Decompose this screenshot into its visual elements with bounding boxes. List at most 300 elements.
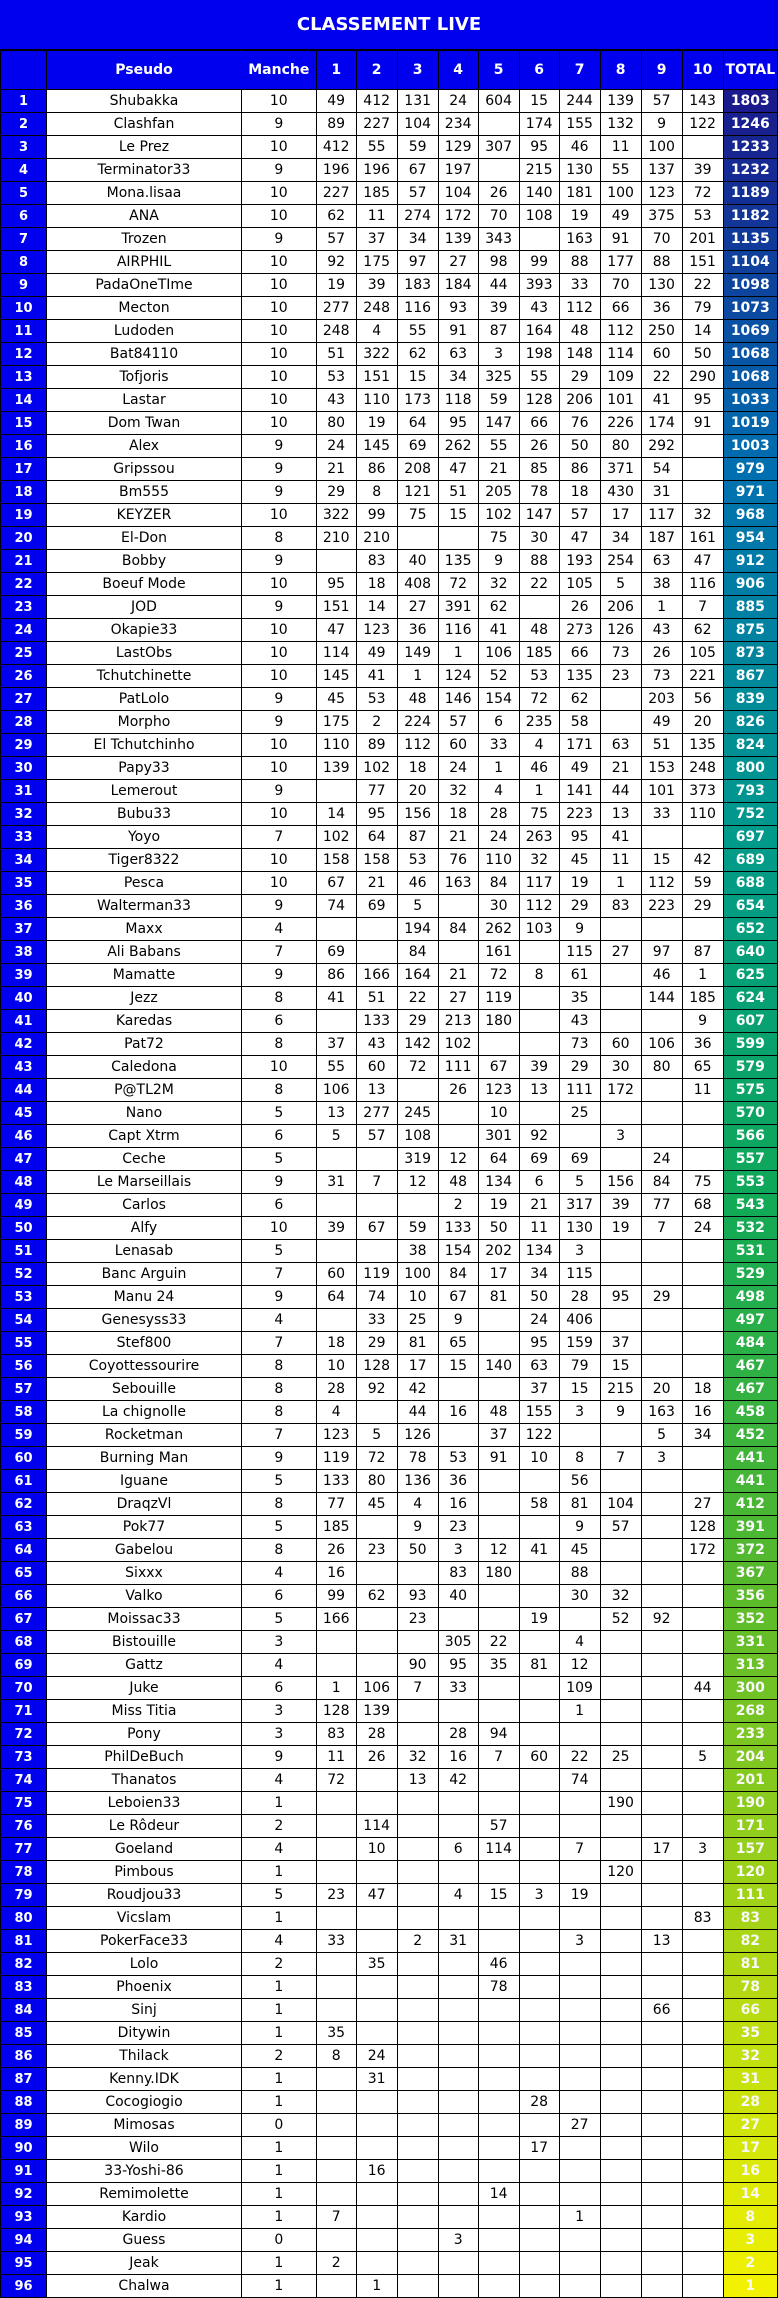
score-cell-round-1: 53 [316, 366, 356, 389]
table-row [1, 1424, 778, 1447]
score-cell-round-6: 198 [519, 343, 559, 366]
score-cell-round-1 [316, 1815, 356, 1838]
score-cell-round-9: 29 [641, 1286, 682, 1309]
score-cell-round-8: 32 [600, 1585, 641, 1608]
table-row [1, 941, 778, 964]
score-cell-round-5 [478, 2229, 519, 2252]
score-cell-round-8 [600, 1470, 641, 1493]
score-cell-round-8: 95 [600, 1286, 641, 1309]
rank-cell: 28 [1, 711, 47, 734]
score-cell-round-6: 6 [519, 1171, 559, 1194]
score-cell-round-8 [600, 2045, 641, 2068]
rank-cell: 12 [1, 343, 47, 366]
score-cell-round-10: 290 [682, 366, 723, 389]
score-cell-round-1: 89 [316, 113, 356, 136]
pseudo-cell: Okapie33 [47, 619, 242, 642]
score-cell-round-1: 7 [316, 2206, 356, 2229]
score-cell-round-2: 277 [356, 1102, 397, 1125]
score-cell-round-1: 28 [316, 1378, 356, 1401]
table-row [1, 1079, 778, 1102]
table-row [1, 1907, 778, 1930]
pseudo-cell: Lastar [47, 389, 242, 412]
score-cell-round-7: 3 [559, 1401, 600, 1424]
pseudo-cell: Alex [47, 435, 242, 458]
table-row [1, 1631, 778, 1654]
rank-cell: 59 [1, 1424, 47, 1447]
score-cell-round-8: 73 [600, 642, 641, 665]
rank-cell: 26 [1, 665, 47, 688]
table-row [1, 1539, 778, 1562]
pseudo-cell: Capt Xtrm [47, 1125, 242, 1148]
total-cell: 467 [723, 1378, 777, 1401]
score-cell-round-7: 4 [559, 1631, 600, 1654]
pseudo-cell: Moissac33 [47, 1608, 242, 1631]
pseudo-cell: Phoenix [47, 1976, 242, 1999]
score-cell-round-7: 9 [559, 918, 600, 941]
score-cell-round-1: 123 [316, 1424, 356, 1447]
score-cell-round-2: 67 [356, 1217, 397, 1240]
score-cell-round-2: 57 [356, 1125, 397, 1148]
rank-cell: 83 [1, 1976, 47, 1999]
score-cell-round-1: 86 [316, 964, 356, 987]
score-cell-round-2: 145 [356, 435, 397, 458]
score-cell-round-10: 34 [682, 1424, 723, 1447]
score-cell-round-10: 29 [682, 895, 723, 918]
total-cell: 579 [723, 1056, 777, 1079]
total-cell: 625 [723, 964, 777, 987]
pseudo-cell: Trozen [47, 228, 242, 251]
manche-cell: 6 [241, 1194, 316, 1217]
pseudo-cell: PadaOneTIme [47, 274, 242, 297]
manche-cell: 10 [241, 274, 316, 297]
score-cell-round-6 [519, 2183, 559, 2206]
score-cell-round-7: 19 [559, 1884, 600, 1907]
score-cell-round-7: 86 [559, 458, 600, 481]
score-cell-round-10 [682, 1861, 723, 1884]
score-cell-round-9 [641, 1493, 682, 1516]
score-cell-round-5 [478, 1332, 519, 1355]
pseudo-cell: Bat84110 [47, 343, 242, 366]
pseudo-cell: Stef800 [47, 1332, 242, 1355]
score-cell-round-3: 59 [397, 136, 438, 159]
score-cell-round-5: 39 [478, 297, 519, 320]
score-cell-round-5: 50 [478, 1217, 519, 1240]
score-cell-round-6 [519, 2252, 559, 2275]
score-cell-round-1 [316, 780, 356, 803]
score-cell-round-4: 15 [438, 504, 478, 527]
pseudo-cell: Burning Man [47, 1447, 242, 1470]
score-cell-round-1: 133 [316, 1470, 356, 1493]
score-cell-round-9 [641, 1953, 682, 1976]
score-cell-round-7: 88 [559, 251, 600, 274]
score-cell-round-3 [397, 1861, 438, 1884]
score-cell-round-5: 44 [478, 274, 519, 297]
total-cell: 120 [723, 1861, 777, 1884]
score-cell-round-3: 274 [397, 205, 438, 228]
pseudo-cell: Leboien33 [47, 1792, 242, 1815]
score-cell-round-1 [316, 1010, 356, 1033]
score-cell-round-7: 27 [559, 2114, 600, 2137]
score-cell-round-3: 90 [397, 1654, 438, 1677]
score-cell-round-5: 57 [478, 1815, 519, 1838]
total-cell: 81 [723, 1953, 777, 1976]
pseudo-cell: Boeuf Mode [47, 573, 242, 596]
score-cell-round-9: 187 [641, 527, 682, 550]
score-cell-round-3 [397, 1976, 438, 1999]
pseudo-cell: DraqzVl [47, 1493, 242, 1516]
score-cell-round-10: 32 [682, 504, 723, 527]
score-cell-round-2: 210 [356, 527, 397, 550]
score-cell-round-2: 13 [356, 1079, 397, 1102]
score-cell-round-7: 135 [559, 665, 600, 688]
score-cell-round-8 [600, 918, 641, 941]
score-cell-round-7 [559, 2160, 600, 2183]
score-cell-round-5: 10 [478, 1102, 519, 1125]
score-cell-round-9: 203 [641, 688, 682, 711]
score-cell-round-10 [682, 1884, 723, 1907]
score-cell-round-1: 14 [316, 803, 356, 826]
score-cell-round-7: 30 [559, 1585, 600, 1608]
rank-cell: 33 [1, 826, 47, 849]
score-cell-round-2: 33 [356, 1309, 397, 1332]
score-cell-round-1: 39 [316, 1217, 356, 1240]
pseudo-cell: ANA [47, 205, 242, 228]
manche-cell: 0 [241, 2229, 316, 2252]
score-cell-round-10: 116 [682, 573, 723, 596]
score-cell-round-3: 116 [397, 297, 438, 320]
score-cell-round-1: 114 [316, 642, 356, 665]
score-cell-round-1: 67 [316, 872, 356, 895]
score-cell-round-4: 27 [438, 251, 478, 274]
score-cell-round-6 [519, 2206, 559, 2229]
pseudo-cell: Ditywin [47, 2022, 242, 2045]
score-cell-round-8: 254 [600, 550, 641, 573]
pseudo-cell: Lenasab [47, 1240, 242, 1263]
score-cell-round-6 [519, 2022, 559, 2045]
manche-cell: 10 [241, 642, 316, 665]
score-cell-round-7: 3 [559, 1930, 600, 1953]
score-cell-round-5: 325 [478, 366, 519, 389]
rank-cell: 18 [1, 481, 47, 504]
manche-cell: 8 [241, 1493, 316, 1516]
score-cell-round-9 [641, 2183, 682, 2206]
score-cell-round-6: 32 [519, 849, 559, 872]
score-cell-round-3: 97 [397, 251, 438, 274]
total-cell: 452 [723, 1424, 777, 1447]
score-cell-round-2 [356, 2091, 397, 2114]
rank-cell: 25 [1, 642, 47, 665]
score-cell-round-6: 34 [519, 1263, 559, 1286]
rank-cell: 90 [1, 2137, 47, 2160]
score-cell-round-1: 119 [316, 1447, 356, 1470]
total-cell: 968 [723, 504, 777, 527]
score-cell-round-9 [641, 1102, 682, 1125]
score-cell-round-8: 44 [600, 780, 641, 803]
score-cell-round-4: 91 [438, 320, 478, 343]
score-cell-round-8 [600, 1976, 641, 1999]
total-cell: 607 [723, 1010, 777, 1033]
score-cell-round-9: 73 [641, 665, 682, 688]
score-cell-round-2: 322 [356, 343, 397, 366]
score-cell-round-7: 130 [559, 1217, 600, 1240]
score-cell-round-10 [682, 458, 723, 481]
score-cell-round-5: 75 [478, 527, 519, 550]
rank-cell: 82 [1, 1953, 47, 1976]
score-cell-round-8: 100 [600, 182, 641, 205]
score-cell-round-5 [478, 2137, 519, 2160]
score-cell-round-1 [316, 1194, 356, 1217]
score-cell-round-5: 140 [478, 1355, 519, 1378]
score-cell-round-5 [478, 2091, 519, 2114]
table-row [1, 297, 778, 320]
score-cell-round-8: 27 [600, 941, 641, 964]
rank-cell: 70 [1, 1677, 47, 1700]
table-row [1, 412, 778, 435]
score-cell-round-5: 81 [478, 1286, 519, 1309]
pseudo-cell: Pony [47, 1723, 242, 1746]
score-cell-round-10 [682, 1608, 723, 1631]
rank-cell: 54 [1, 1309, 47, 1332]
score-cell-round-6 [519, 1838, 559, 1861]
manche-cell: 1 [241, 2252, 316, 2275]
score-cell-round-4 [438, 1608, 478, 1631]
score-cell-round-8 [600, 987, 641, 1010]
score-cell-round-5 [478, 1930, 519, 1953]
total-cell: 1182 [723, 205, 777, 228]
score-cell-round-1: 60 [316, 1263, 356, 1286]
table-row [1, 1815, 778, 1838]
score-cell-round-1 [316, 2114, 356, 2137]
pseudo-cell: Carlos [47, 1194, 242, 1217]
pseudo-cell: Maxx [47, 918, 242, 941]
score-cell-round-5: 17 [478, 1263, 519, 1286]
header-manche: Manche [241, 51, 316, 90]
score-cell-round-5: 46 [478, 1953, 519, 1976]
manche-cell: 4 [241, 1838, 316, 1861]
score-cell-round-2: 8 [356, 481, 397, 504]
score-cell-round-10: 135 [682, 734, 723, 757]
score-cell-round-7: 7 [559, 1838, 600, 1861]
score-cell-round-6 [519, 1907, 559, 1930]
score-cell-round-7 [559, 2275, 600, 2298]
score-cell-round-10: 91 [682, 412, 723, 435]
score-cell-round-3 [397, 1815, 438, 1838]
score-cell-round-2 [356, 1240, 397, 1263]
score-cell-round-7 [559, 2022, 600, 2045]
score-cell-round-4 [438, 1102, 478, 1125]
score-cell-round-3: 67 [397, 159, 438, 182]
score-cell-round-2: 185 [356, 182, 397, 205]
rank-cell: 9 [1, 274, 47, 297]
rank-cell: 55 [1, 1332, 47, 1355]
score-cell-round-8: 120 [600, 1861, 641, 1884]
manche-cell: 8 [241, 1033, 316, 1056]
pseudo-cell: Sinj [47, 1999, 242, 2022]
score-cell-round-1: 45 [316, 688, 356, 711]
score-cell-round-10 [682, 136, 723, 159]
score-cell-round-4: 262 [438, 435, 478, 458]
score-cell-round-3: 36 [397, 619, 438, 642]
score-cell-round-3: 164 [397, 964, 438, 987]
manche-cell: 9 [241, 1447, 316, 1470]
table-row [1, 481, 778, 504]
rank-cell: 73 [1, 1746, 47, 1769]
score-cell-round-4: 23 [438, 1516, 478, 1539]
score-cell-round-3 [397, 2252, 438, 2275]
score-cell-round-10: 75 [682, 1171, 723, 1194]
score-cell-round-8 [600, 1263, 641, 1286]
pseudo-cell: Mamatte [47, 964, 242, 987]
score-cell-round-9: 20 [641, 1378, 682, 1401]
score-cell-round-5 [478, 1769, 519, 1792]
manche-cell: 9 [241, 711, 316, 734]
score-cell-round-6: 13 [519, 1079, 559, 1102]
score-cell-round-10 [682, 1585, 723, 1608]
score-cell-round-7: 48 [559, 320, 600, 343]
table-row [1, 2045, 778, 2068]
manche-cell: 8 [241, 987, 316, 1010]
score-cell-round-7: 76 [559, 412, 600, 435]
score-cell-round-4: 163 [438, 872, 478, 895]
score-cell-round-6 [519, 1677, 559, 1700]
score-cell-round-3: 408 [397, 573, 438, 596]
score-cell-round-8: 34 [600, 527, 641, 550]
score-cell-round-7: 193 [559, 550, 600, 573]
score-cell-round-8: 206 [600, 596, 641, 619]
total-cell: 441 [723, 1447, 777, 1470]
score-cell-round-8: 109 [600, 366, 641, 389]
table-row [1, 1240, 778, 1263]
score-cell-round-9: 66 [641, 1999, 682, 2022]
score-cell-round-5 [478, 1493, 519, 1516]
score-cell-round-10: 62 [682, 619, 723, 642]
table-row [1, 1953, 778, 1976]
rank-cell: 23 [1, 596, 47, 619]
rank-cell: 53 [1, 1286, 47, 1309]
manche-cell: 2 [241, 2045, 316, 2068]
score-cell-round-1: 102 [316, 826, 356, 849]
score-cell-round-3: 121 [397, 481, 438, 504]
score-cell-round-7: 223 [559, 803, 600, 826]
score-cell-round-1: 23 [316, 1884, 356, 1907]
score-cell-round-7: 29 [559, 895, 600, 918]
manche-cell: 8 [241, 1539, 316, 1562]
score-cell-round-4: 84 [438, 918, 478, 941]
table-row [1, 1769, 778, 1792]
score-cell-round-1: 158 [316, 849, 356, 872]
manche-cell: 1 [241, 2137, 316, 2160]
rank-cell: 67 [1, 1608, 47, 1631]
score-cell-round-8: 11 [600, 136, 641, 159]
score-cell-round-6: 41 [519, 1539, 559, 1562]
score-cell-round-10 [682, 1355, 723, 1378]
rank-cell: 41 [1, 1010, 47, 1033]
score-cell-round-5 [478, 2114, 519, 2137]
rank-cell: 79 [1, 1884, 47, 1907]
score-cell-round-6: 60 [519, 1746, 559, 1769]
score-cell-round-1: 151 [316, 596, 356, 619]
score-cell-round-6: 95 [519, 1332, 559, 1355]
score-cell-round-3: 48 [397, 688, 438, 711]
score-cell-round-8 [600, 1700, 641, 1723]
score-cell-round-8: 39 [600, 1194, 641, 1217]
manche-cell: 4 [241, 1309, 316, 1332]
score-cell-round-7: 181 [559, 182, 600, 205]
score-cell-round-9 [641, 1079, 682, 1102]
total-cell: 467 [723, 1355, 777, 1378]
score-cell-round-6: 50 [519, 1286, 559, 1309]
manche-cell: 10 [241, 573, 316, 596]
score-cell-round-4: 16 [438, 1493, 478, 1516]
header-round-4: 4 [438, 51, 478, 90]
score-cell-round-5: 106 [478, 642, 519, 665]
table-row [1, 734, 778, 757]
score-cell-round-3: 27 [397, 596, 438, 619]
score-cell-round-6: 8 [519, 964, 559, 987]
score-cell-round-10 [682, 1470, 723, 1493]
total-cell: 497 [723, 1309, 777, 1332]
rank-cell: 3 [1, 136, 47, 159]
rank-cell: 68 [1, 1631, 47, 1654]
total-cell: 498 [723, 1286, 777, 1309]
score-cell-round-5: 22 [478, 1631, 519, 1654]
score-cell-round-2: 175 [356, 251, 397, 274]
score-cell-round-6: 263 [519, 826, 559, 849]
pseudo-cell: Pat72 [47, 1033, 242, 1056]
score-cell-round-9 [641, 1884, 682, 1907]
pseudo-cell: Sixxx [47, 1562, 242, 1585]
score-cell-round-10 [682, 1562, 723, 1585]
score-cell-round-6: 103 [519, 918, 559, 941]
rank-cell: 15 [1, 412, 47, 435]
score-cell-round-4: 72 [438, 573, 478, 596]
score-cell-round-4: 51 [438, 481, 478, 504]
manche-cell: 10 [241, 1056, 316, 1079]
score-cell-round-6 [519, 1700, 559, 1723]
score-cell-round-3: 131 [397, 90, 438, 113]
score-cell-round-7 [559, 2183, 600, 2206]
score-cell-round-9: 36 [641, 297, 682, 320]
table-row [1, 274, 778, 297]
score-cell-round-6: 46 [519, 757, 559, 780]
score-cell-round-6 [519, 2275, 559, 2298]
total-cell: 793 [723, 780, 777, 803]
score-cell-round-5: 84 [478, 872, 519, 895]
score-cell-round-10: 128 [682, 1516, 723, 1539]
score-cell-round-7: 47 [559, 527, 600, 550]
pseudo-cell: Tofjoris [47, 366, 242, 389]
manche-cell: 1 [241, 1907, 316, 1930]
score-cell-round-6 [519, 1723, 559, 1746]
score-cell-round-7 [559, 1953, 600, 1976]
score-cell-round-1: 210 [316, 527, 356, 550]
score-cell-round-10 [682, 1102, 723, 1125]
score-cell-round-5: 301 [478, 1125, 519, 1148]
table-row [1, 1470, 778, 1493]
score-cell-round-4: 83 [438, 1562, 478, 1585]
table-row [1, 1355, 778, 1378]
total-cell: 543 [723, 1194, 777, 1217]
score-cell-round-4 [438, 2045, 478, 2068]
score-cell-round-6: 19 [519, 1608, 559, 1631]
table-row [1, 90, 778, 113]
score-cell-round-4 [438, 895, 478, 918]
total-cell: 1073 [723, 297, 777, 320]
total-cell: 14 [723, 2183, 777, 2206]
table-row [1, 964, 778, 987]
score-cell-round-8: 226 [600, 412, 641, 435]
rank-cell: 58 [1, 1401, 47, 1424]
